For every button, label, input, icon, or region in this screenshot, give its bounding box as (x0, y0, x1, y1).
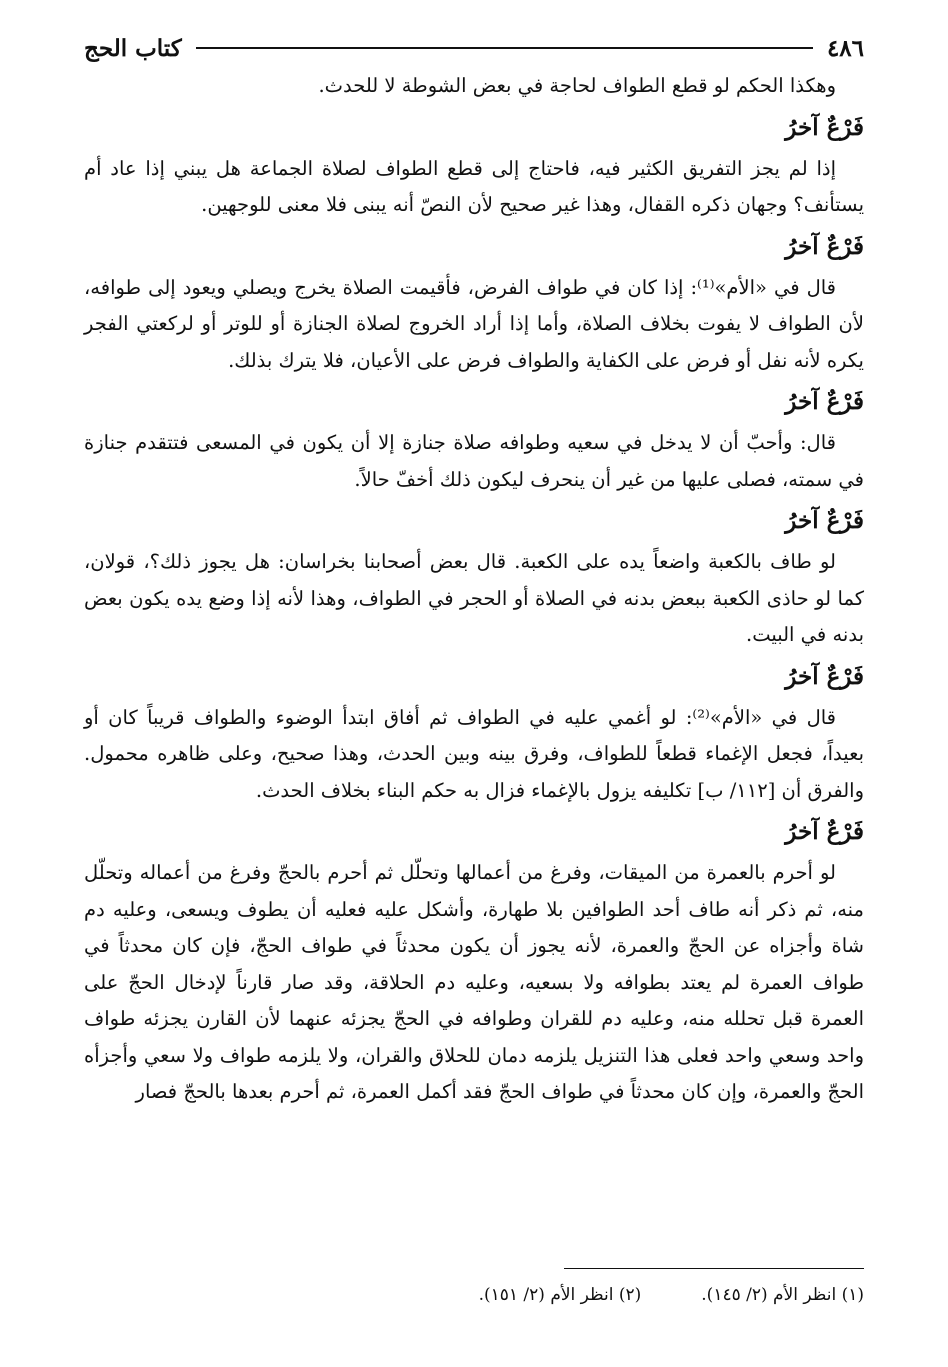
section-heading: فَرْعٌ آخرُ (785, 113, 864, 141)
running-title: كتاب الحج (84, 34, 182, 62)
paragraph: قال في «الأم»⁽²⁾: لو أغمي عليه في الطواف ثم أفاق ابتدأ الوضوء والطواف قريباً كان أو بعيداً، فجعل الإغماء قطعاً للطواف، وفرق بينه وبين الحدث، وهذا صحيح، وعلى ظاهره محمول. والفرق أن [١١٢/ ب] تكليفه يزول بالإغماء فزال به حكم البناء بخلاف الحدث. (84, 705, 864, 802)
footnote-2: (٢) انظر الأم (٢/ ١٥١). (478, 1285, 642, 1305)
paragraph: وهكذا الحكم لو قطع الطواف لحاجة في بعض الشوطة لا للحدث. (318, 74, 836, 97)
page-number: ٤٨٦ (826, 34, 864, 62)
paragraph: لو طاف بالكعبة واضعاً يده على الكعبة. قال بعض أصحابنا بخراسان: هل يجوز ذلك؟، قولان، كما لو حاذى الكعبة ببعض بدنه في الصلاة أو الحجر في الطواف، وهذا لأنه إذا وضع يده يكون بعض بدنه في البيت. (84, 550, 864, 646)
paragraph: إذا لم يجز التفريق الكثير فيه، فاحتاج إلى قطع الطواف لصلاة الجماعة هل يبني إذا عاد أم يستأنف؟ وجهان ذكره القفال، وهذا غير صحيح لأن النصّ أنه يبنى فلا معنى للوجهين. (84, 156, 864, 216)
footnotes (84, 1280, 864, 1310)
header-rule (196, 47, 813, 49)
page-header (84, 28, 864, 68)
footnote-1: (١) انظر الأم (٢/ ١٤٥). (701, 1285, 864, 1305)
paragraph: قال في «الأم»⁽¹⁾: إذا كان في طواف الفرض، فأقيمت الصلاة يخرج ويصلي ويعود إلى طوافه، لأن الطواف لا يفوت بخلاف الصلاة، وأما إذا أراد الخروج لصلاة الجنازة أو للوتر أو لركعتي الفجر يكره لأنه نفل أو فرض على الكفاية والطواف فرض على الأعيان، فلا يترك بذلك. (84, 275, 864, 372)
main-text (84, 68, 864, 1111)
section-heading: فَرْعٌ آخرُ (785, 507, 864, 534)
section-heading: فَرْعٌ آخرُ (785, 818, 864, 845)
section-heading: فَرْعٌ آخرُ (785, 662, 864, 690)
section-heading: فَرْعٌ آخرُ (785, 388, 864, 415)
section-heading: فَرْعٌ آخرُ (785, 232, 864, 260)
paragraph: قال: وأحبّ أن لا يدخل في سعيه وطوافه صلاة جنازة إلا أن يكون في المسعى فتتقدم جنازة في سمته، فصلى عليها من غير أن ينحرف ليكون ذلك أخفّ حالاً. (84, 431, 864, 491)
paragraph: لو أحرم بالعمرة من الميقات، وفرغ من أعمالها وتحلّل ثم أحرم بالحجّ وفرغ من أعماله وتحلّل منه، ثم ذكر أنه طاف أحد الطوافين بلا طهارة، وأشكل عليه فعليه أن يطوف ويسعى، وعليه دم شاة وأجزاه عن الحجّ والعمرة، لأنه يجوز أن يكون محدثاً في طواف الحجّ، فإن كان محدثاً في طواف العمرة لم يعتد بطوافه ولا بسعيه، وعليه دم الحلاقة، وقد صار قارناً لإدخال الحجّ على العمرة قبل تحلله منه، وعليه دم للقران وطوافه في الحجّ يجزئه عنهما لأن القارن يجزئه طواف واحد وسعي واحد فعلى هذا التنزيل يلزمه دمان للحلاق والقران، ولا يلزمه طواف ولا سعي وأجزأه الحجّ والعمرة، وإن كان محدثاً في طواف الحجّ فقد أكمل العمرة، ثم أحرم بعدها بالحجّ فصار (84, 861, 864, 1103)
footnote-rule (564, 1268, 864, 1269)
